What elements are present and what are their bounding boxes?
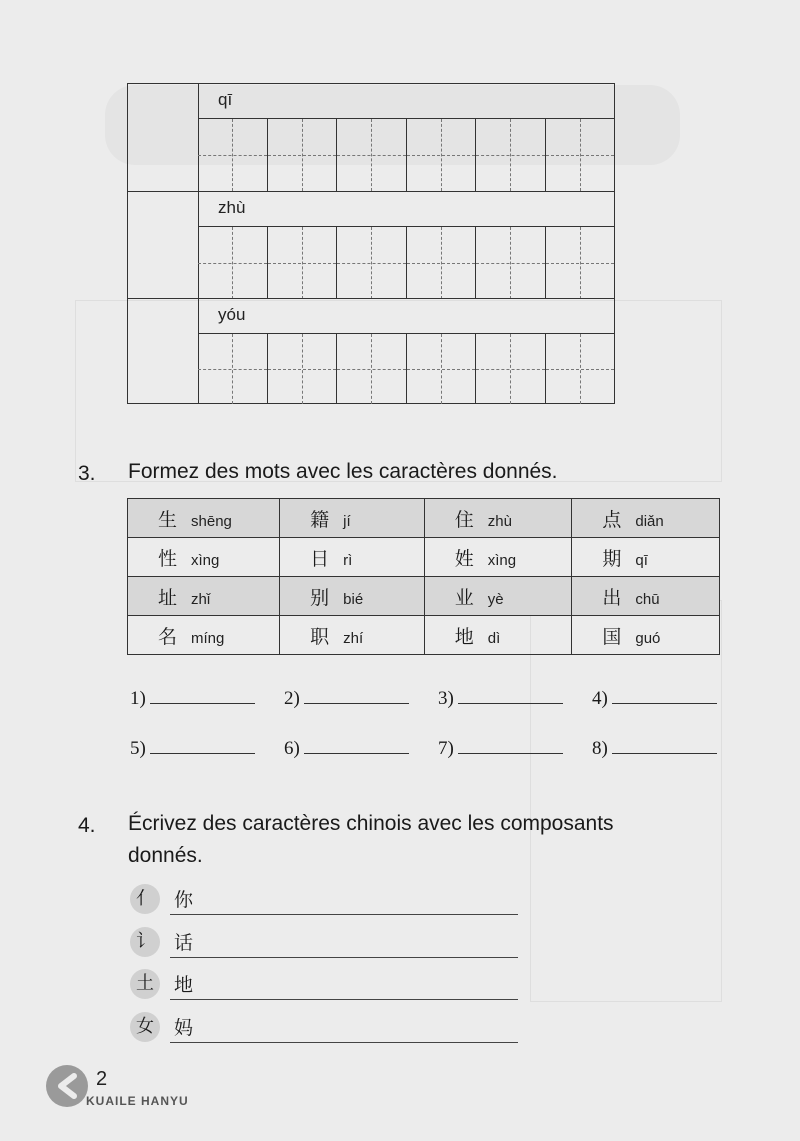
writing-cell[interactable] bbox=[406, 333, 476, 404]
blank-number: 4) bbox=[592, 688, 608, 709]
writing-cell[interactable] bbox=[545, 118, 615, 191]
pinyin: chū bbox=[635, 590, 660, 608]
example-character: 地 bbox=[174, 974, 194, 996]
writing-cells bbox=[198, 226, 614, 299]
exercise-3-instruction: Formez des mots avec les caractères donnés. bbox=[128, 460, 558, 483]
answer-line[interactable] bbox=[612, 753, 717, 754]
pinyin: jí bbox=[343, 512, 351, 530]
hanzi: 籍 bbox=[310, 508, 330, 531]
table-cell bbox=[572, 616, 720, 655]
table-row bbox=[128, 616, 720, 655]
radical-bubble: 讠 bbox=[130, 927, 160, 957]
table-cell bbox=[280, 499, 425, 538]
hanzi: 出 bbox=[602, 586, 622, 609]
row-pinyin: yóu bbox=[218, 305, 246, 324]
row-label-cell bbox=[128, 192, 199, 299]
answer-blank bbox=[438, 688, 563, 710]
radical-bubble: 亻 bbox=[130, 884, 160, 914]
table-row bbox=[128, 577, 720, 616]
radical-bubble: 女 bbox=[130, 1012, 160, 1042]
hanzi: 别 bbox=[310, 586, 330, 609]
writing-cell[interactable] bbox=[267, 226, 337, 299]
example-character: 你 bbox=[174, 889, 194, 911]
pinyin: xìng bbox=[191, 551, 220, 569]
writing-cell[interactable] bbox=[198, 118, 267, 191]
writing-cell[interactable] bbox=[336, 333, 406, 404]
writing-cells bbox=[198, 333, 614, 404]
pinyin: diǎn bbox=[635, 512, 664, 530]
radical-bubble: 土 bbox=[130, 969, 160, 999]
writing-cell[interactable] bbox=[198, 333, 267, 404]
answer-blank bbox=[592, 738, 717, 760]
pinyin: bié bbox=[343, 590, 364, 608]
table-cell bbox=[572, 538, 720, 577]
pinyin: míng bbox=[191, 629, 225, 647]
answer-line[interactable] bbox=[458, 703, 563, 704]
row-label-cell bbox=[128, 299, 199, 404]
example-character: 话 bbox=[174, 932, 194, 954]
table-cell bbox=[280, 577, 425, 616]
pinyin: qī bbox=[635, 551, 648, 569]
writing-grid bbox=[127, 83, 615, 404]
answer-blank bbox=[130, 738, 255, 760]
row-pinyin: qī bbox=[218, 90, 233, 109]
pinyin: rì bbox=[343, 551, 353, 569]
answer-line[interactable] bbox=[170, 1042, 518, 1043]
table-cell bbox=[572, 499, 720, 538]
hanzi: 住 bbox=[454, 508, 474, 531]
writing-row bbox=[128, 298, 614, 404]
table-cell bbox=[280, 616, 425, 655]
answer-line[interactable] bbox=[150, 753, 255, 754]
answer-line[interactable] bbox=[304, 753, 409, 754]
writing-cell[interactable] bbox=[406, 118, 476, 191]
exercise-4-instruction-line2: donnés. bbox=[128, 844, 203, 867]
brand-name: KUAILE HANYU bbox=[86, 1094, 189, 1108]
hanzi: 性 bbox=[158, 547, 178, 570]
exercise-4-number: 4. bbox=[78, 814, 96, 837]
table-row bbox=[128, 499, 720, 538]
table-cell bbox=[128, 499, 280, 538]
table-cell bbox=[128, 577, 280, 616]
answer-line[interactable] bbox=[304, 703, 409, 704]
writing-cell[interactable] bbox=[475, 118, 545, 191]
answer-line[interactable] bbox=[170, 999, 518, 1000]
exercise-4-instruction-line1: Écrivez des caractères chinois avec les composants bbox=[128, 812, 614, 835]
table-cell bbox=[424, 499, 572, 538]
table-cell bbox=[424, 616, 572, 655]
table-cell bbox=[128, 538, 280, 577]
writing-cell[interactable] bbox=[336, 118, 406, 191]
writing-cell[interactable] bbox=[267, 118, 337, 191]
show-through-table-2 bbox=[530, 600, 722, 1002]
writing-cell[interactable] bbox=[475, 226, 545, 299]
hanzi: 址 bbox=[158, 586, 178, 609]
answer-blank bbox=[284, 688, 409, 710]
pinyin: yè bbox=[487, 590, 504, 608]
answer-blank bbox=[130, 688, 255, 710]
row-pinyin: zhù bbox=[218, 198, 246, 217]
answer-line[interactable] bbox=[170, 914, 518, 915]
hanzi: 名 bbox=[158, 625, 178, 648]
hanzi: 点 bbox=[602, 508, 622, 531]
writing-row bbox=[128, 84, 614, 191]
writing-cell[interactable] bbox=[545, 226, 615, 299]
kuaile-hanyu-logo-icon bbox=[44, 1063, 90, 1109]
hanzi: 职 bbox=[310, 625, 330, 648]
table-cell bbox=[280, 538, 425, 577]
row-label-cell bbox=[128, 84, 199, 191]
writing-cells bbox=[198, 118, 614, 191]
writing-cell[interactable] bbox=[198, 226, 267, 299]
blank-number: 8) bbox=[592, 738, 608, 759]
writing-cell[interactable] bbox=[267, 333, 337, 404]
answer-blank bbox=[592, 688, 717, 710]
writing-cell[interactable] bbox=[336, 226, 406, 299]
blank-number: 6) bbox=[284, 738, 300, 759]
answer-blank bbox=[438, 738, 563, 760]
hanzi: 生 bbox=[158, 508, 178, 531]
hanzi: 国 bbox=[602, 625, 622, 648]
answer-line[interactable] bbox=[150, 703, 255, 704]
hanzi: 姓 bbox=[454, 547, 474, 570]
table-cell bbox=[424, 538, 572, 577]
pinyin: shēng bbox=[191, 512, 232, 530]
answer-line[interactable] bbox=[170, 957, 518, 958]
example-character: 妈 bbox=[174, 1017, 194, 1039]
hanzi: 地 bbox=[454, 625, 474, 648]
blank-number: 7) bbox=[438, 738, 454, 759]
exercise-3-number: 3. bbox=[78, 462, 96, 485]
writing-cell[interactable] bbox=[545, 333, 615, 404]
table-cell bbox=[128, 616, 280, 655]
answer-line[interactable] bbox=[458, 753, 563, 754]
writing-row bbox=[128, 191, 614, 299]
blank-number: 3) bbox=[438, 688, 454, 709]
pinyin: xìng bbox=[487, 551, 517, 569]
blank-number: 5) bbox=[130, 738, 146, 759]
table-cell bbox=[572, 577, 720, 616]
blank-number: 2) bbox=[284, 688, 300, 709]
page-number: 2 bbox=[96, 1068, 108, 1090]
blank-number: 1) bbox=[130, 688, 146, 709]
hanzi: 期 bbox=[602, 547, 622, 570]
table-cell bbox=[424, 577, 572, 616]
answer-line[interactable] bbox=[612, 703, 717, 704]
pinyin: guó bbox=[635, 629, 661, 647]
pinyin: zhù bbox=[487, 512, 512, 530]
writing-cell[interactable] bbox=[406, 226, 476, 299]
hanzi: 业 bbox=[454, 586, 474, 609]
hanzi: 日 bbox=[310, 547, 330, 570]
answer-blank bbox=[284, 738, 409, 760]
character-table bbox=[127, 498, 720, 655]
pinyin: dì bbox=[487, 629, 501, 647]
pinyin: zhǐ bbox=[191, 590, 211, 608]
table-row bbox=[128, 538, 720, 577]
pinyin: zhí bbox=[343, 629, 364, 647]
writing-cell[interactable] bbox=[475, 333, 545, 404]
